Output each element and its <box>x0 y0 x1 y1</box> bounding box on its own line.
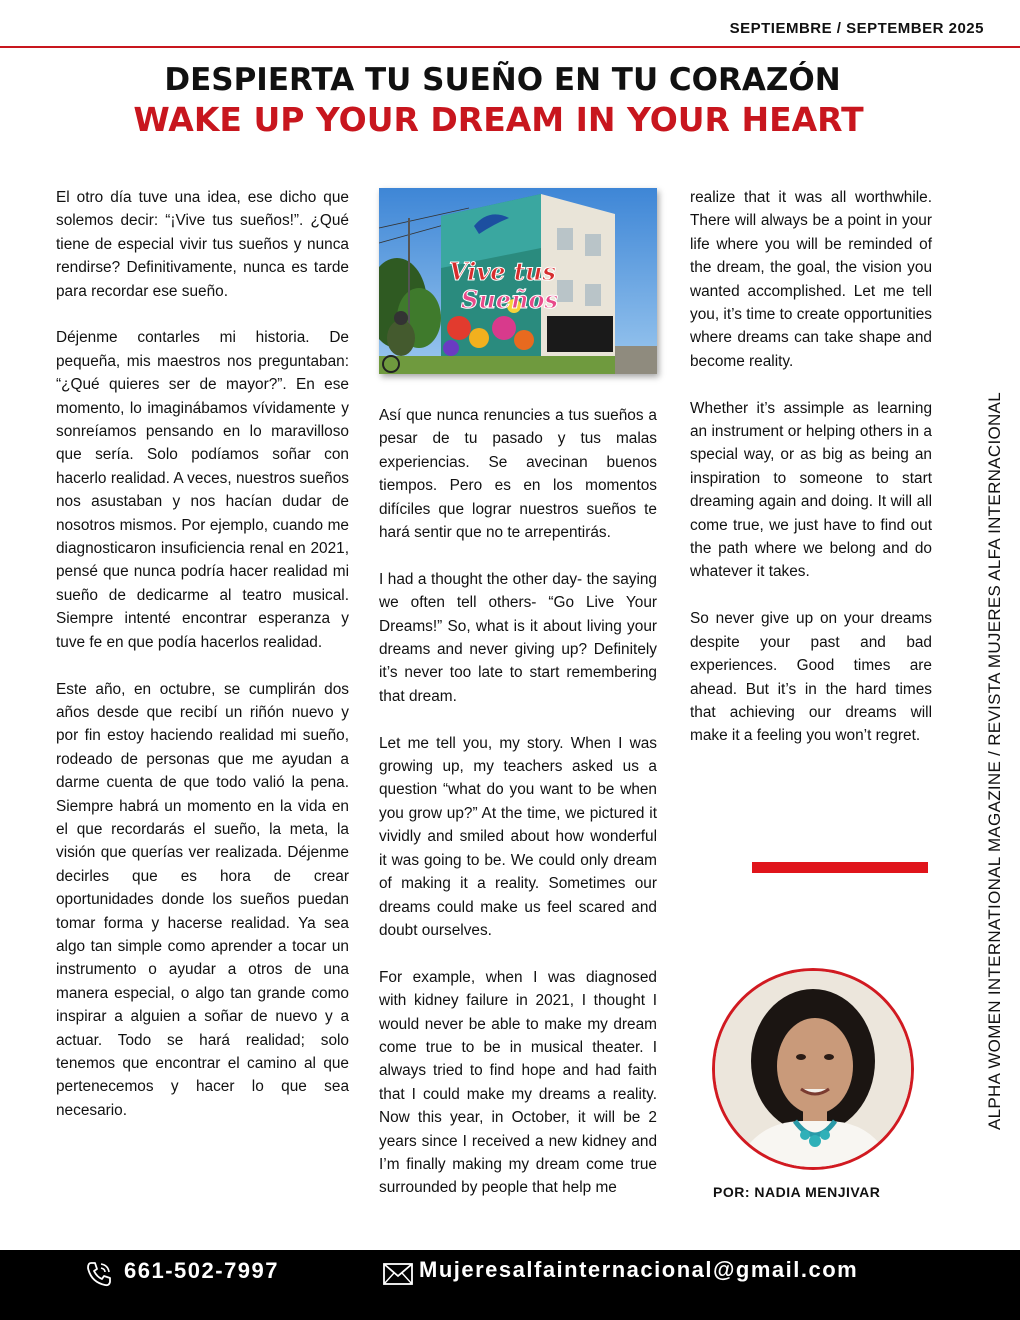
issue-date: SEPTIEMBRE / SEPTEMBER 2025 <box>729 20 984 37</box>
mural-text-line1: Vive tus <box>449 257 556 286</box>
mural-illustration <box>379 188 657 374</box>
accent-bar <box>752 862 928 873</box>
paragraph: Let me tell you, my story. When I was growing up, my teachers asked us a question “what do you want to be when you grow up?” At the time, we pictured it vividly and smiled about how wonderful it was going to be. We could only dream of making it a reality. Sometimes our dreams could make us feel scared and doubt ourselves. <box>379 734 657 939</box>
paragraph: realize that it was all worthwhile. There will always be a point in your life where you will be reminded of the dream, the goal, the vision you wanted accomplished. Let me tell you, it’s time to create opportunities where dreams can take shape and become reality. <box>690 189 932 370</box>
author-photo <box>712 968 914 1170</box>
paragraph: Déjenme contarles mi historia. De pequeña, mis maestros nos preguntaban: “¿Qué quieres ser de mayor?”. En ese momento, lo imaginábamos vívidamente y sonreíamos pensando en lo maravilloso que sería. Solo podíamos soñar con hacerlo realidad. A veces, nuestros sueños nos asustaban y nos hacían dudar de nosotros mismos. Por ejemplo, cuando me diagnosticaron insuficiencia renal en 2021, pensé que nunca podría hacer realidad mi sueño de dedicarme al teatro musical. Siempre intenté encontrar esperanza y tuve fe en que podía hacerlos realidad. <box>56 329 349 651</box>
paragraph: So never give up on your dreams despite your past and bad experiences. Good times are ahead. But it’s in the hard times that achieving our dreams will make it a feeling you won’t regret. <box>690 610 932 745</box>
author-byline: POR: NADIA MENJIVAR <box>713 1184 881 1200</box>
article-column-1 <box>56 186 349 1146</box>
footer-bar <box>0 1250 1020 1320</box>
mural-text-line2: Sueños <box>461 285 559 314</box>
magazine-vertical-title: ALPHA WOMEN INTERNATIONAL MAGAZINE / REVISTA MUJERES ALFA INTERNACIONAL <box>985 392 1004 1130</box>
author-portrait <box>715 971 911 1167</box>
paragraph: Este año, en octubre, se cumplirán dos años desde que recibí un riñón nuevo y por fin estoy haciendo realidad mi sueño, rodeado de personas que me ayudan a darme cuenta de que todo valió la pena. Siempre habrá un momento en la vida en el que recordarás el sueño, la meta, la visión que querías ver realizada. Déjenme decirles que es hora de crear oportunidades donde los sueños puedan tomar forma y hacerse realidad. Ya sea algo tan simple como aprender a tocar un instrumento o ayudar a otros de una manera especial, o algo tan grande como inspirar a alguien a soñar de nuevo y a actuar. Todo se hará realidad; solo tenemos que encontrar el camino al que pertenecemos y hacer lo que sea necesario. <box>56 680 349 1119</box>
title-english: WAKE UP YOUR DREAM IN YOUR HEART <box>133 100 864 139</box>
mural-photo <box>379 188 657 374</box>
header-rule <box>0 46 1020 48</box>
article-column-3 <box>690 186 932 771</box>
paragraph: I had a thought the other day- the saying we often tell others- “Go Live Your Dreams!” So, what is it about living your dreams and never giving up? Definitely it’s never too late to start remembering that dream. <box>379 570 657 705</box>
article-column-2 <box>379 404 657 1223</box>
email-link[interactable]: Mujeresalfainternacional@gmail.com <box>419 1257 859 1282</box>
phone-link[interactable]: 661-502-7997 <box>124 1258 280 1283</box>
paragraph: El otro día tuve una idea, ese dicho que solemos decir: “¡Vive tus sueños!”. ¿Qué tiene de especial vivir tus sueños y nunca rendirse? Definitivamente, nunca es tarde para recordar ese sueño. <box>56 189 349 300</box>
paragraph: Así que nunca renuncies a tus sueños a pesar de tu pasado y tus malas experiencias. Se avecinan buenos tiempos. Pero es en los momentos difíciles que lograr nuestros sueños te hará sentir que no te arrepentirás. <box>379 407 657 542</box>
paragraph: Whether it’s assimple as learning an instrument or helping others in a special way, or as big as being an inspiration to someone to start dreaming again and doing. It will all come true, we just have to find out the path where we belong and do whatever it takes. <box>690 399 932 581</box>
paragraph: For example, when I was diagnosed with kidney failure in 2021, I thought I would never be able to make my dream come true to be in musical theater. I always tried to find hope and had faith that I could make my dreams a reality. Now this year, in October, it will be 2 years since I received a new kidney and I’m finally making my dream come true surrounded by people that help me <box>379 968 657 1197</box>
title-spanish: DESPIERTA TU SUEÑO EN TU CORAZÓN <box>164 62 841 98</box>
mail-icon <box>383 1263 413 1285</box>
phone-icon <box>85 1260 113 1288</box>
